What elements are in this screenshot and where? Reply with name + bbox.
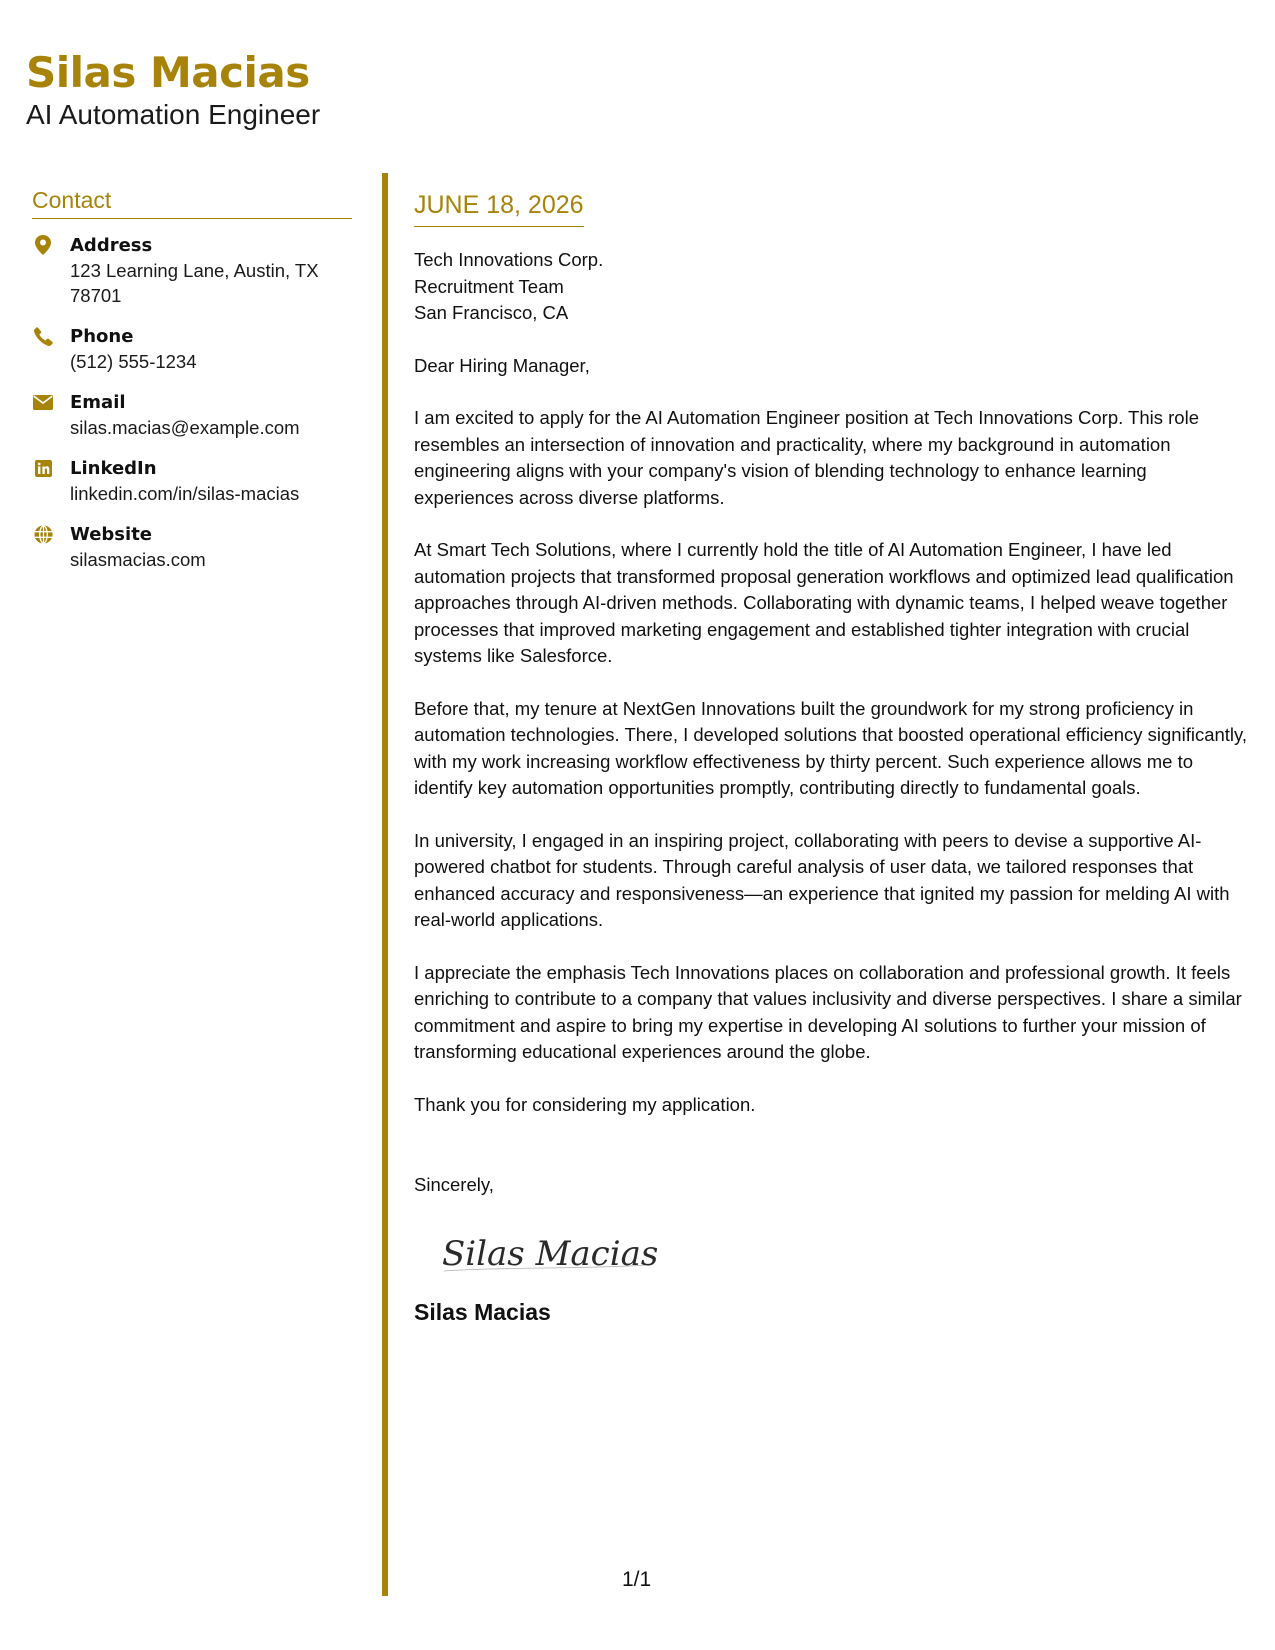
contact-value-phone: (512) 555-1234 <box>70 351 197 372</box>
applicant-job-title: AI Automation Engineer <box>26 99 321 130</box>
contact-item-linkedin <box>32 456 352 506</box>
paragraph-current-role: At Smart Tech Solutions, where I currently hold the title of AI Automation Engineer, I have led automation projects that transformed proposal generation workflows and optimized lead qualification approaches through AI-driven methods. Collaborating with dynamic teams, I helped weave together processes that improved marketing engagement and established tighter integration with crucial systems like Salesforce. <box>414 539 1234 666</box>
linkedin-icon <box>32 457 54 479</box>
contact-item-website <box>32 522 352 572</box>
signed-name: Silas Macias <box>414 1298 551 1325</box>
contact-item-phone <box>32 324 352 374</box>
contact-item-address <box>32 233 352 308</box>
map-pin-icon <box>32 234 54 256</box>
contact-label-address: Address <box>70 235 153 256</box>
contact-value-website[interactable]: silasmacias.com <box>70 549 206 570</box>
page-number: 1/1 <box>622 1568 652 1591</box>
letter-body <box>414 190 1249 1325</box>
contact-item-email <box>32 390 352 440</box>
vertical-divider <box>382 173 388 1596</box>
paragraph-thanks: Thank you for considering my application. <box>414 1093 756 1115</box>
contact-value-email: silas.macias@example.com <box>70 417 300 438</box>
recipient-block <box>414 247 1249 327</box>
paragraph-university: In university, I engaged in an inspiring project, collaborating with peers to devise a supportive AI-powered chatbot for students. Through careful analysis of user data, we tailored responses that enhanced accuracy and responsiveness—an experience that ignited my passion for melding AI with real-world applications. <box>414 829 1230 930</box>
contact-heading: Contact <box>32 186 352 219</box>
phone-icon <box>32 325 54 347</box>
closing: Sincerely, <box>414 1174 494 1195</box>
applicant-name: Silas Macias <box>26 48 310 97</box>
handwritten-signature <box>438 1221 668 1281</box>
letter-header <box>26 48 320 132</box>
contact-value-address: 123 Learning Lane, Austin, TX 78701 <box>70 260 319 306</box>
letter-date: JUNE 18, 2026 <box>414 190 584 227</box>
paragraph-intro: I am excited to apply for the AI Automation Engineer position at Tech Innovations Corp. This role resembles an intersection of innovation and practicality, where my background in automation engineering aligns with your company's vision of blending technology to enhance learning experiences across diverse platforms. <box>414 407 1199 508</box>
globe-icon <box>32 523 54 545</box>
contact-label-website: Website <box>70 524 153 545</box>
contact-label-linkedin: LinkedIn <box>70 458 157 479</box>
contact-label-phone: Phone <box>70 326 134 347</box>
envelope-icon <box>32 391 54 413</box>
recipient-company: Tech Innovations Corp. <box>414 249 604 270</box>
signature-text: Silas Macias <box>442 1233 659 1274</box>
contact-sidebar <box>32 186 352 588</box>
salutation: Dear Hiring Manager, <box>414 354 590 376</box>
paragraph-company-fit: I appreciate the emphasis Tech Innovations places on collaboration and professional growth. It feels enriching to contribute to a company that values inclusivity and diverse perspectives. I share a similar commitment and aspire to bring my expertise in developing AI solutions to further your mission of transforming educational experiences around the globe. <box>414 961 1242 1062</box>
contact-label-email: Email <box>70 392 126 413</box>
recipient-team: Recruitment Team <box>414 275 564 297</box>
contact-value-linkedin[interactable]: linkedin.com/in/silas-macias <box>70 483 300 504</box>
paragraph-previous-role: Before that, my tenure at NextGen Innovations built the groundwork for my strong proficiency in automation technologies. There, I developed solutions that boosted operational efficiency significantly, with my work increasing workflow effectiveness by thirty percent. Such experience allows me to identify key automation opportunities promptly, contributing directly to fundamental goals. <box>414 697 1248 798</box>
recipient-location: San Francisco, CA <box>414 302 569 323</box>
